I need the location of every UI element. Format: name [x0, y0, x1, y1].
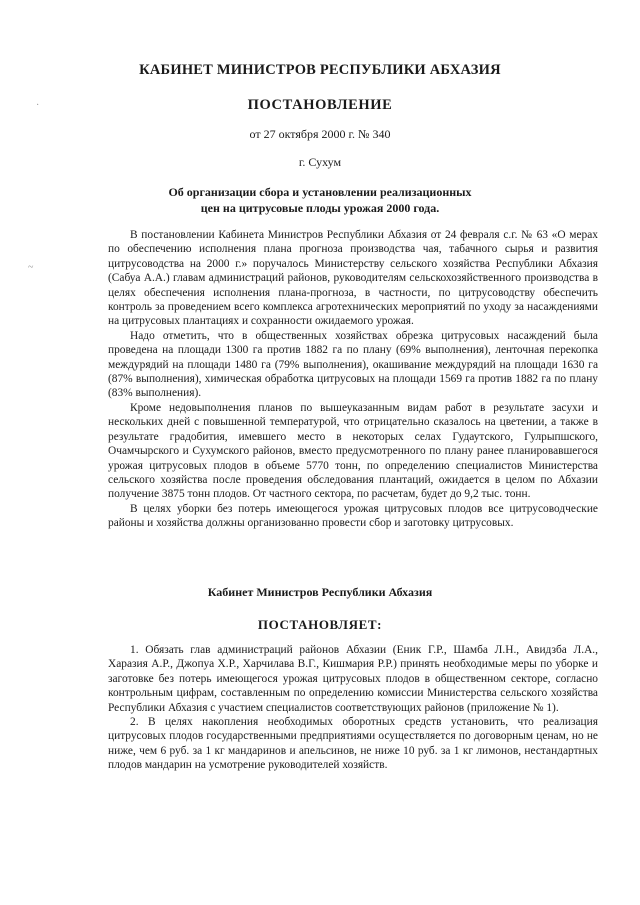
paragraph: Кроме недовыполнения планов по вышеуказанным видам работ в результате засухи и нескольких дней с повышенной температурой, что отрицательно сказалось на цветении, а также в результате градобития, имевшего место в некоторых селах Гудаутского, Гулрыпшского, Очамчырского и Сухумского районов, вместо предусмотренного по плану ранее планировавшегося урожая цитрусовых плодов в объеме 5770 тонн, по определению специалистов Министерства сельского хозяйства после проведения обследования плантаций, ожидается в целом по Абхазии получение 3875 тонн плодов. От частного сектора, по расчетам, будет до 9,2 тыс. тонн.	[108, 401, 598, 501]
paragraph: В постановлении Кабинета Министров Республики Абхазия от 24 февраля с.г. № 63 «О мерах по обеспечению исполнения плана прогноза производства чая, табачного сырья и развития цитрусоводства на 2000 г.» поручалось Министерству сельского хозяйства Республики Абхазия (Сабуа А.А.) главам администраций районов, руководителям сельскохозяйственного производства в целях обеспечения исполнения плана-прогноза, в частности, по цитрусоводству обеспечить контроль за проведением всего комплекса агротехнических мероприятий по уходу за насаждениями на цитрусовых плантациях и сохранности ожидаемого урожая.	[108, 229, 598, 328]
decree-item: 1. Обязать глав администраций районов Абхазии (Еник Г.Р., Шамба Л.Н., Авидзба Л.А., Харазия А.Р., Джопуа Х.Р., Харчилава В.Г., Кишмария Р.Р.) принять необходимые меры по уборке и заготовке без потерь имеющегося урожая цитрусовых плодов в общественном секторе, согласно контрольным цифрам, составленным по определению комиссии Министерства сельского хозяйства Республики Абхазия с участием специалистов соответствующих районов (приложение № 1).	[108, 644, 598, 714]
cabinet-line: Кабинет Министров Республики Абхазия	[207, 585, 433, 599]
subject-line-2: цен на цитрусовые плоды урожая 2000 года.	[200, 201, 440, 215]
subject-line-1: Об организации сбора и установлении реализационных	[168, 185, 472, 199]
header-organization: КАБИНЕТ МИНИСТРОВ РЕСПУБЛИКИ АБХАЗИЯ	[139, 62, 501, 78]
document-type: ПОСТАНОВЛЕНИЕ	[247, 97, 393, 113]
decree-item: 2. В целях накопления необходимых оборотных средств установить, что реализация цитрусовых плодов государственными предприятиями осуществляется по договорным ценам, но не ниже, чем 6 руб. за 1 кг мандаринов и апельсинов, не ниже 10 руб. за 1 кг лимонов, нестандартных плодов мандарин на усмотрение руководителей хозяйств.	[108, 716, 598, 772]
decree-items	[108, 643, 598, 773]
paragraph: В целях уборки без потерь имеющегося урожая цитрусовых плодов все цитрусоводческие районы и хозяйства должны организованно провести сбор и заготовку цитрусовых.	[108, 502, 598, 530]
document-subject	[150, 184, 490, 216]
scan-artifact: ·	[36, 100, 40, 111]
decree-heading: ПОСТАНОВЛЯЕТ:	[257, 617, 383, 632]
preamble-body	[108, 228, 598, 531]
document-dateline: от 27 октября 2000 г. № 340	[249, 127, 391, 141]
document-city: г. Сухум	[298, 155, 342, 169]
paragraph: Надо отметить, что в общественных хозяйствах обрезка цитрусовых насаждений была проведена на площади 1300 га против 1882 га по плану (69% выполнения), ленточная перекопка междурядий на площади 1480 га (79% выполнения), окашивание междурядий на площади 1630 га (87% выполнения), химическая обработка цитрусовых на площади 1569 га против 1882 га по плану (83% выполнения).	[108, 329, 598, 400]
scan-artifact: ~	[28, 262, 34, 273]
